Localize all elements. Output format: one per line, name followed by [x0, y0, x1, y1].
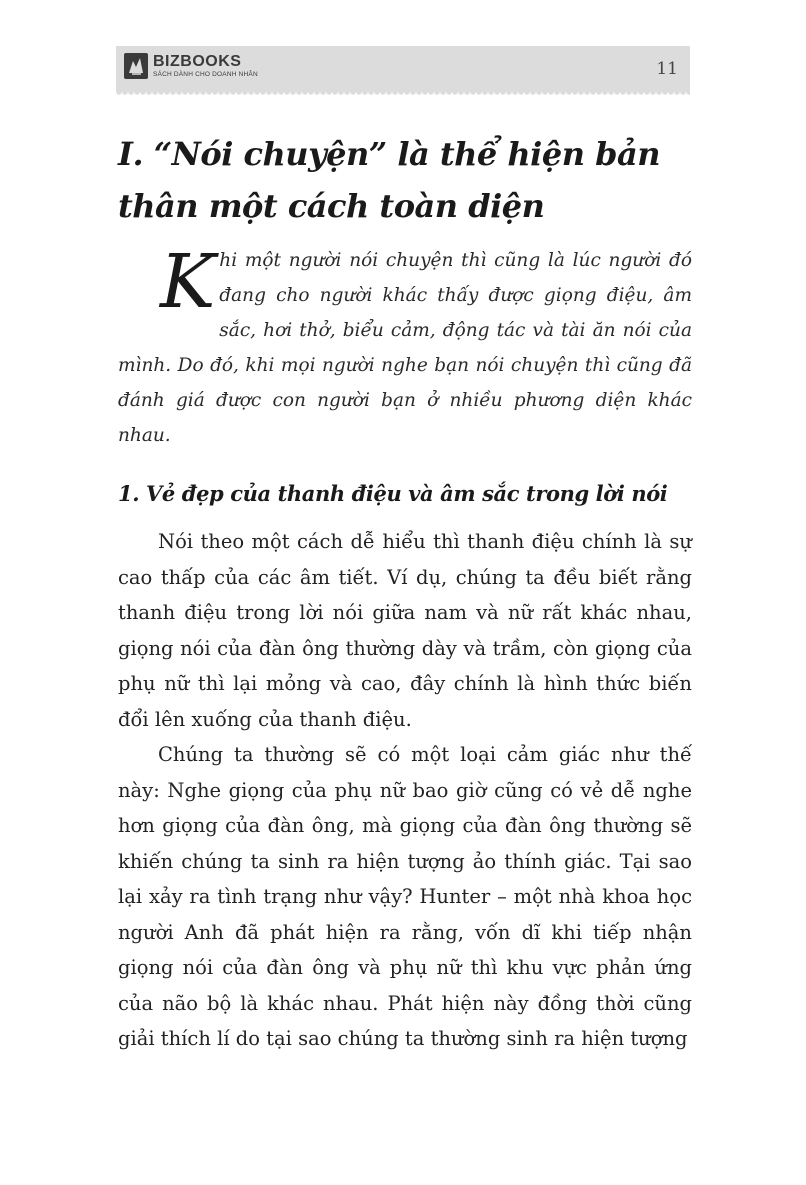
logo-name: BIZBOOKS [153, 52, 242, 70]
logo-tagline: SÁCH DÀNH CHO DOANH NHÂN [153, 70, 258, 78]
publisher-logo [124, 53, 258, 79]
section-title: 1. Vẻ đẹp của thanh điệu và âm sắc trong lời nói [118, 481, 668, 506]
page-number: 11 [656, 59, 678, 79]
bizbooks-logo-icon [124, 53, 148, 79]
body-paragraph-1: Nói theo một cách dễ hiểu thì thanh điệu chính là sự cao thấp của các âm tiết. Ví dụ, chúng ta đều biết rằng thanh điệu trong lời nói giữa nam và nữ rất khác nhau, giọng nói của đàn ông thường dày và trầm, còn giọng của phụ nữ thì lại mỏng và cao, đây chính là hình thức biến đổi lên xuống của thanh điệu. [118, 530, 692, 731]
intro-text: hi một người nói chuyện thì cũng là lúc người đó đang cho người khác thấy được giọng điệu, âm sắc, hơi thở, biểu cảm, động tác và tài ăn nói của mình. Do đó, khi mọi người nghe bạn nói chuyện thì cũng đã đánh giá được con người bạn ở nhiều phương diện khác nhau. [118, 250, 692, 446]
intro-paragraph [118, 239, 692, 453]
body-paragraph-2: Chúng ta thường sẽ có một loại cảm giác như thế này: Nghe giọng của phụ nữ bao giờ cũng có vẻ dễ nghe hơn giọng của đàn ông, mà giọng của đàn ông thường sẽ khiến chúng ta sinh ra hiện tượng ảo thính giác. Tại sao lại xảy ra tình trạng như vậy? Hunter – một nhà khoa học người Anh đã phát hiện ra rằng, vốn dĩ khi tiếp nhận giọng nói của đàn ông và phụ nữ thì khu vực phản ứng của não bộ là khác nhau. Phát hiện này đồng thời cũng giải thích lí do tại sao chúng ta thường sinh ra hiện tượng [118, 743, 692, 1050]
chapter-title: I. “Nói chuyện” là thể hiện bản thân một cách toàn diện [118, 135, 660, 225]
drop-cap: K [160, 239, 216, 325]
